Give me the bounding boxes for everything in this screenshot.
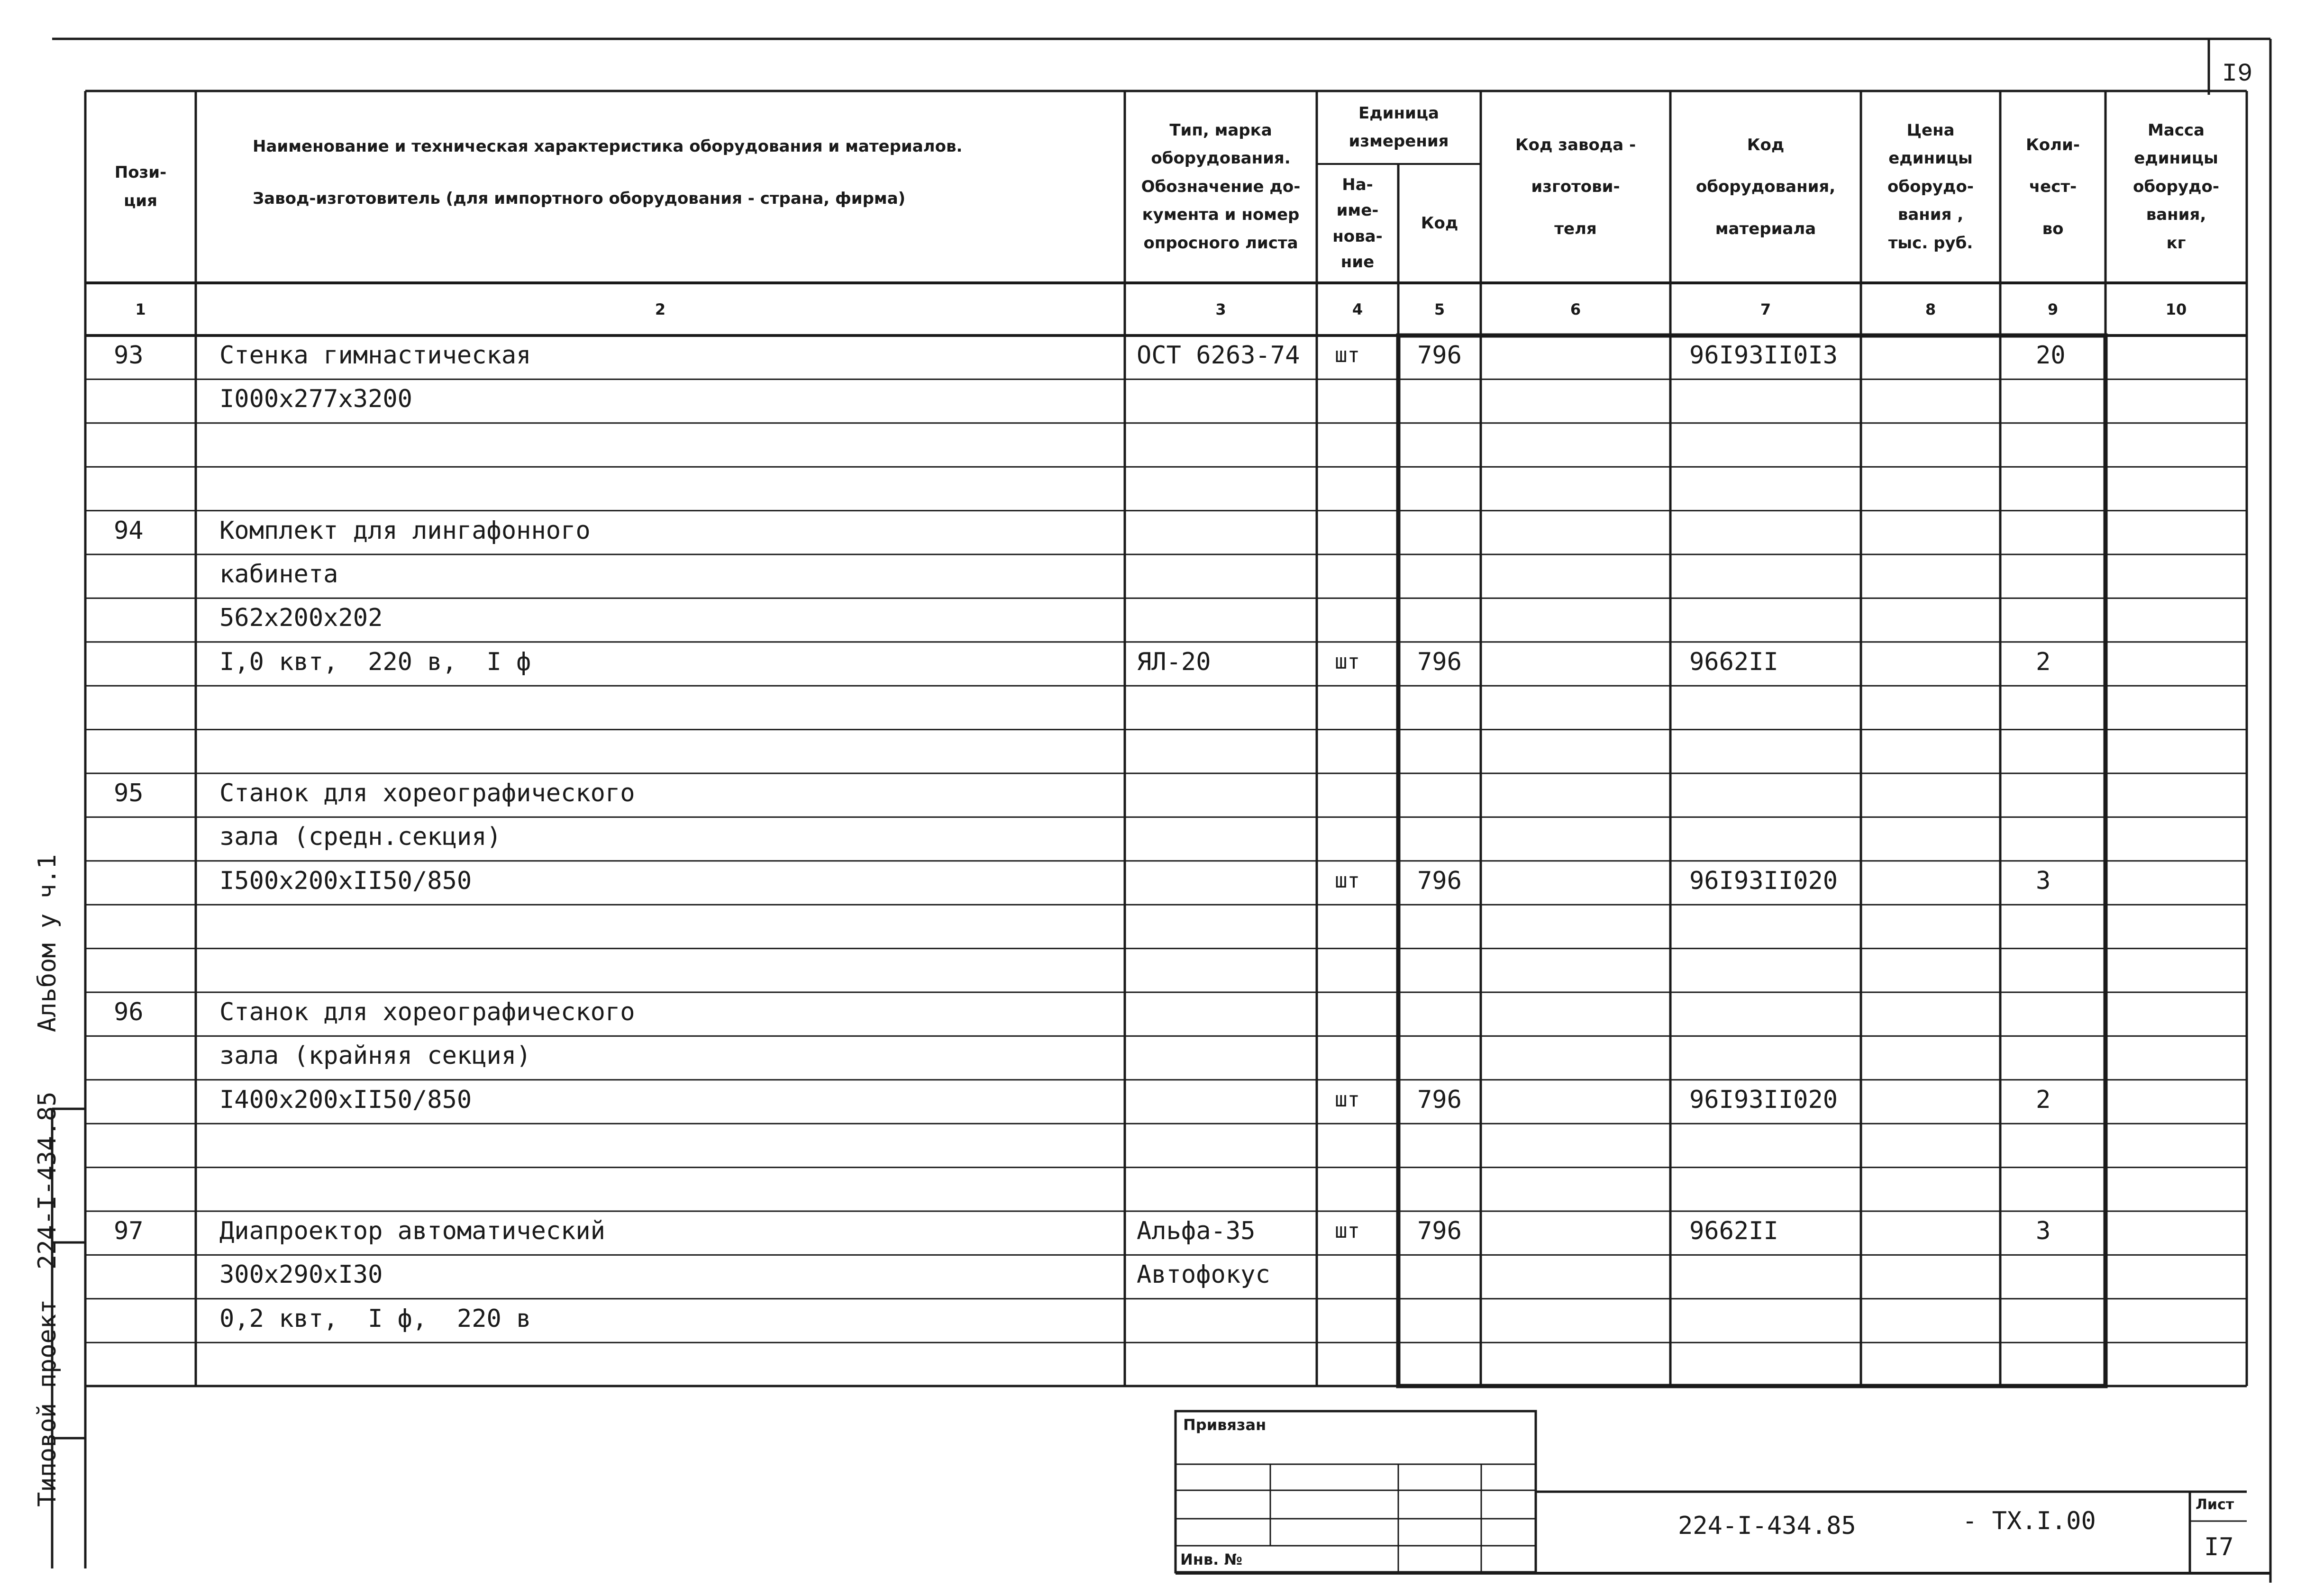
name-cell: Стенка гимнастическая (219, 341, 531, 370)
header-quantity: Коли- чест- во (2026, 135, 2080, 238)
name-cell: I500x200xII50/850 (219, 866, 472, 895)
column-number: 1 (135, 300, 146, 318)
stamp-doc-code: 224-I-434.85 (1678, 1512, 1856, 1540)
equipment-code-cell: 96I93II020 (1689, 1085, 1838, 1114)
page-number: I9 (2222, 59, 2253, 89)
header-type: Тип, марка оборудования. Обозначение до- кумента и номер опросного листа (1141, 120, 1301, 253)
quantity-cell: 3 (2036, 866, 2051, 895)
stamp-doc-suffix: - ТХ.I.00 (1962, 1507, 2096, 1535)
stamp-sheet-label: Лист (2196, 1496, 2234, 1513)
unit-name-cell: шт (1335, 1219, 1360, 1243)
position-cell: 94 (114, 516, 144, 545)
header-mass: Масса единицы оборудо- вания, кг (2133, 120, 2219, 253)
column-number: 8 (1925, 300, 1936, 318)
name-cell: кабинета (219, 560, 338, 589)
name-cell: Станок для хореографического (219, 779, 635, 807)
position-cell: 97 (114, 1217, 144, 1245)
quantity-cell: 2 (2036, 1085, 2051, 1114)
name-cell: Комплект для лингафонного (219, 516, 591, 545)
side-caption-text: Типовой проект 224-I-434.85 Альбом у ч.1 (33, 854, 62, 1507)
name-cell: Станок для хореографического (219, 998, 635, 1026)
position-cell: 95 (114, 779, 144, 807)
column-number: 3 (1215, 300, 1226, 318)
stamp-sheet-number: I7 (2204, 1533, 2234, 1561)
name-cell: 562x200x202 (219, 604, 383, 633)
unit-code-cell: 796 (1417, 1217, 1462, 1245)
header-unit-name: На- име- нова- ние (1332, 175, 1383, 272)
stamp-inv-label: Инв. № (1180, 1550, 1242, 1568)
unit-code-cell: 796 (1417, 1085, 1462, 1114)
unit-name-cell: шт (1335, 343, 1360, 367)
column-number: 4 (1352, 300, 1363, 318)
unit-code-cell: 796 (1417, 647, 1462, 676)
unit-name-cell: шт (1335, 868, 1360, 893)
type-cell: Альфа-35 (1137, 1217, 1256, 1245)
column-number: 6 (1570, 300, 1581, 318)
name-cell: 0,2 квт, I ф, 220 в (219, 1304, 531, 1333)
equipment-code-cell: 9662II (1689, 1217, 1778, 1245)
position-cell: 93 (114, 341, 144, 370)
header-name: Наименование и техническая характеристика оборудования и материалов. (253, 137, 963, 156)
header-unit: Единица измерения (1349, 103, 1449, 151)
unit-name-cell: шт (1335, 649, 1360, 674)
type-cell: Автофокус (1137, 1260, 1270, 1289)
type-cell: ЯЛ-20 (1137, 647, 1211, 676)
column-number: 7 (1760, 300, 1771, 318)
type-cell: ОСТ 6263-74 (1137, 341, 1300, 370)
stamp-attached-label: Привязан (1183, 1416, 1267, 1434)
name-cell: I400x200xII50/850 (219, 1085, 472, 1114)
column-number: 9 (2047, 300, 2059, 318)
quantity-cell: 2 (2036, 647, 2051, 676)
name-cell: 300x290xI30 (219, 1260, 383, 1289)
column-number: 2 (655, 300, 666, 318)
equipment-code-cell: 96I93II0I3 (1689, 341, 1838, 370)
position-cell: 96 (114, 998, 144, 1026)
header-equipment-code: Код оборудования, материала (1695, 135, 1836, 238)
header-manufacturer: Завод-изготовитель (для импортного оборудования - страна, фирма) (253, 189, 906, 208)
header-position: Пози- ция (114, 163, 167, 210)
name-cell: Диапроектор автоматический (219, 1217, 605, 1245)
column-number: 5 (1434, 300, 1445, 318)
name-cell: I000x277x3200 (219, 385, 412, 414)
header-price: Цена единицы оборудо- вания , тыс. руб. (1887, 120, 1974, 253)
name-cell: зала (крайняя секция) (219, 1042, 531, 1070)
unit-code-cell: 796 (1417, 866, 1462, 895)
column-number: 10 (2165, 300, 2187, 318)
unit-name-cell: шт (1335, 1087, 1360, 1112)
header-factory-code: Код завода - изготови- теля (1515, 135, 1636, 238)
name-cell: зала (средн.секция) (219, 823, 501, 852)
header-unit-code: Код (1421, 213, 1458, 233)
equipment-code-cell: 9662II (1689, 647, 1778, 676)
equipment-code-cell: 96I93II020 (1689, 866, 1838, 895)
name-cell: I,0 квт, 220 в, I ф (219, 647, 531, 676)
quantity-cell: 3 (2036, 1217, 2051, 1245)
quantity-cell: 20 (2036, 341, 2066, 370)
unit-code-cell: 796 (1417, 341, 1462, 370)
